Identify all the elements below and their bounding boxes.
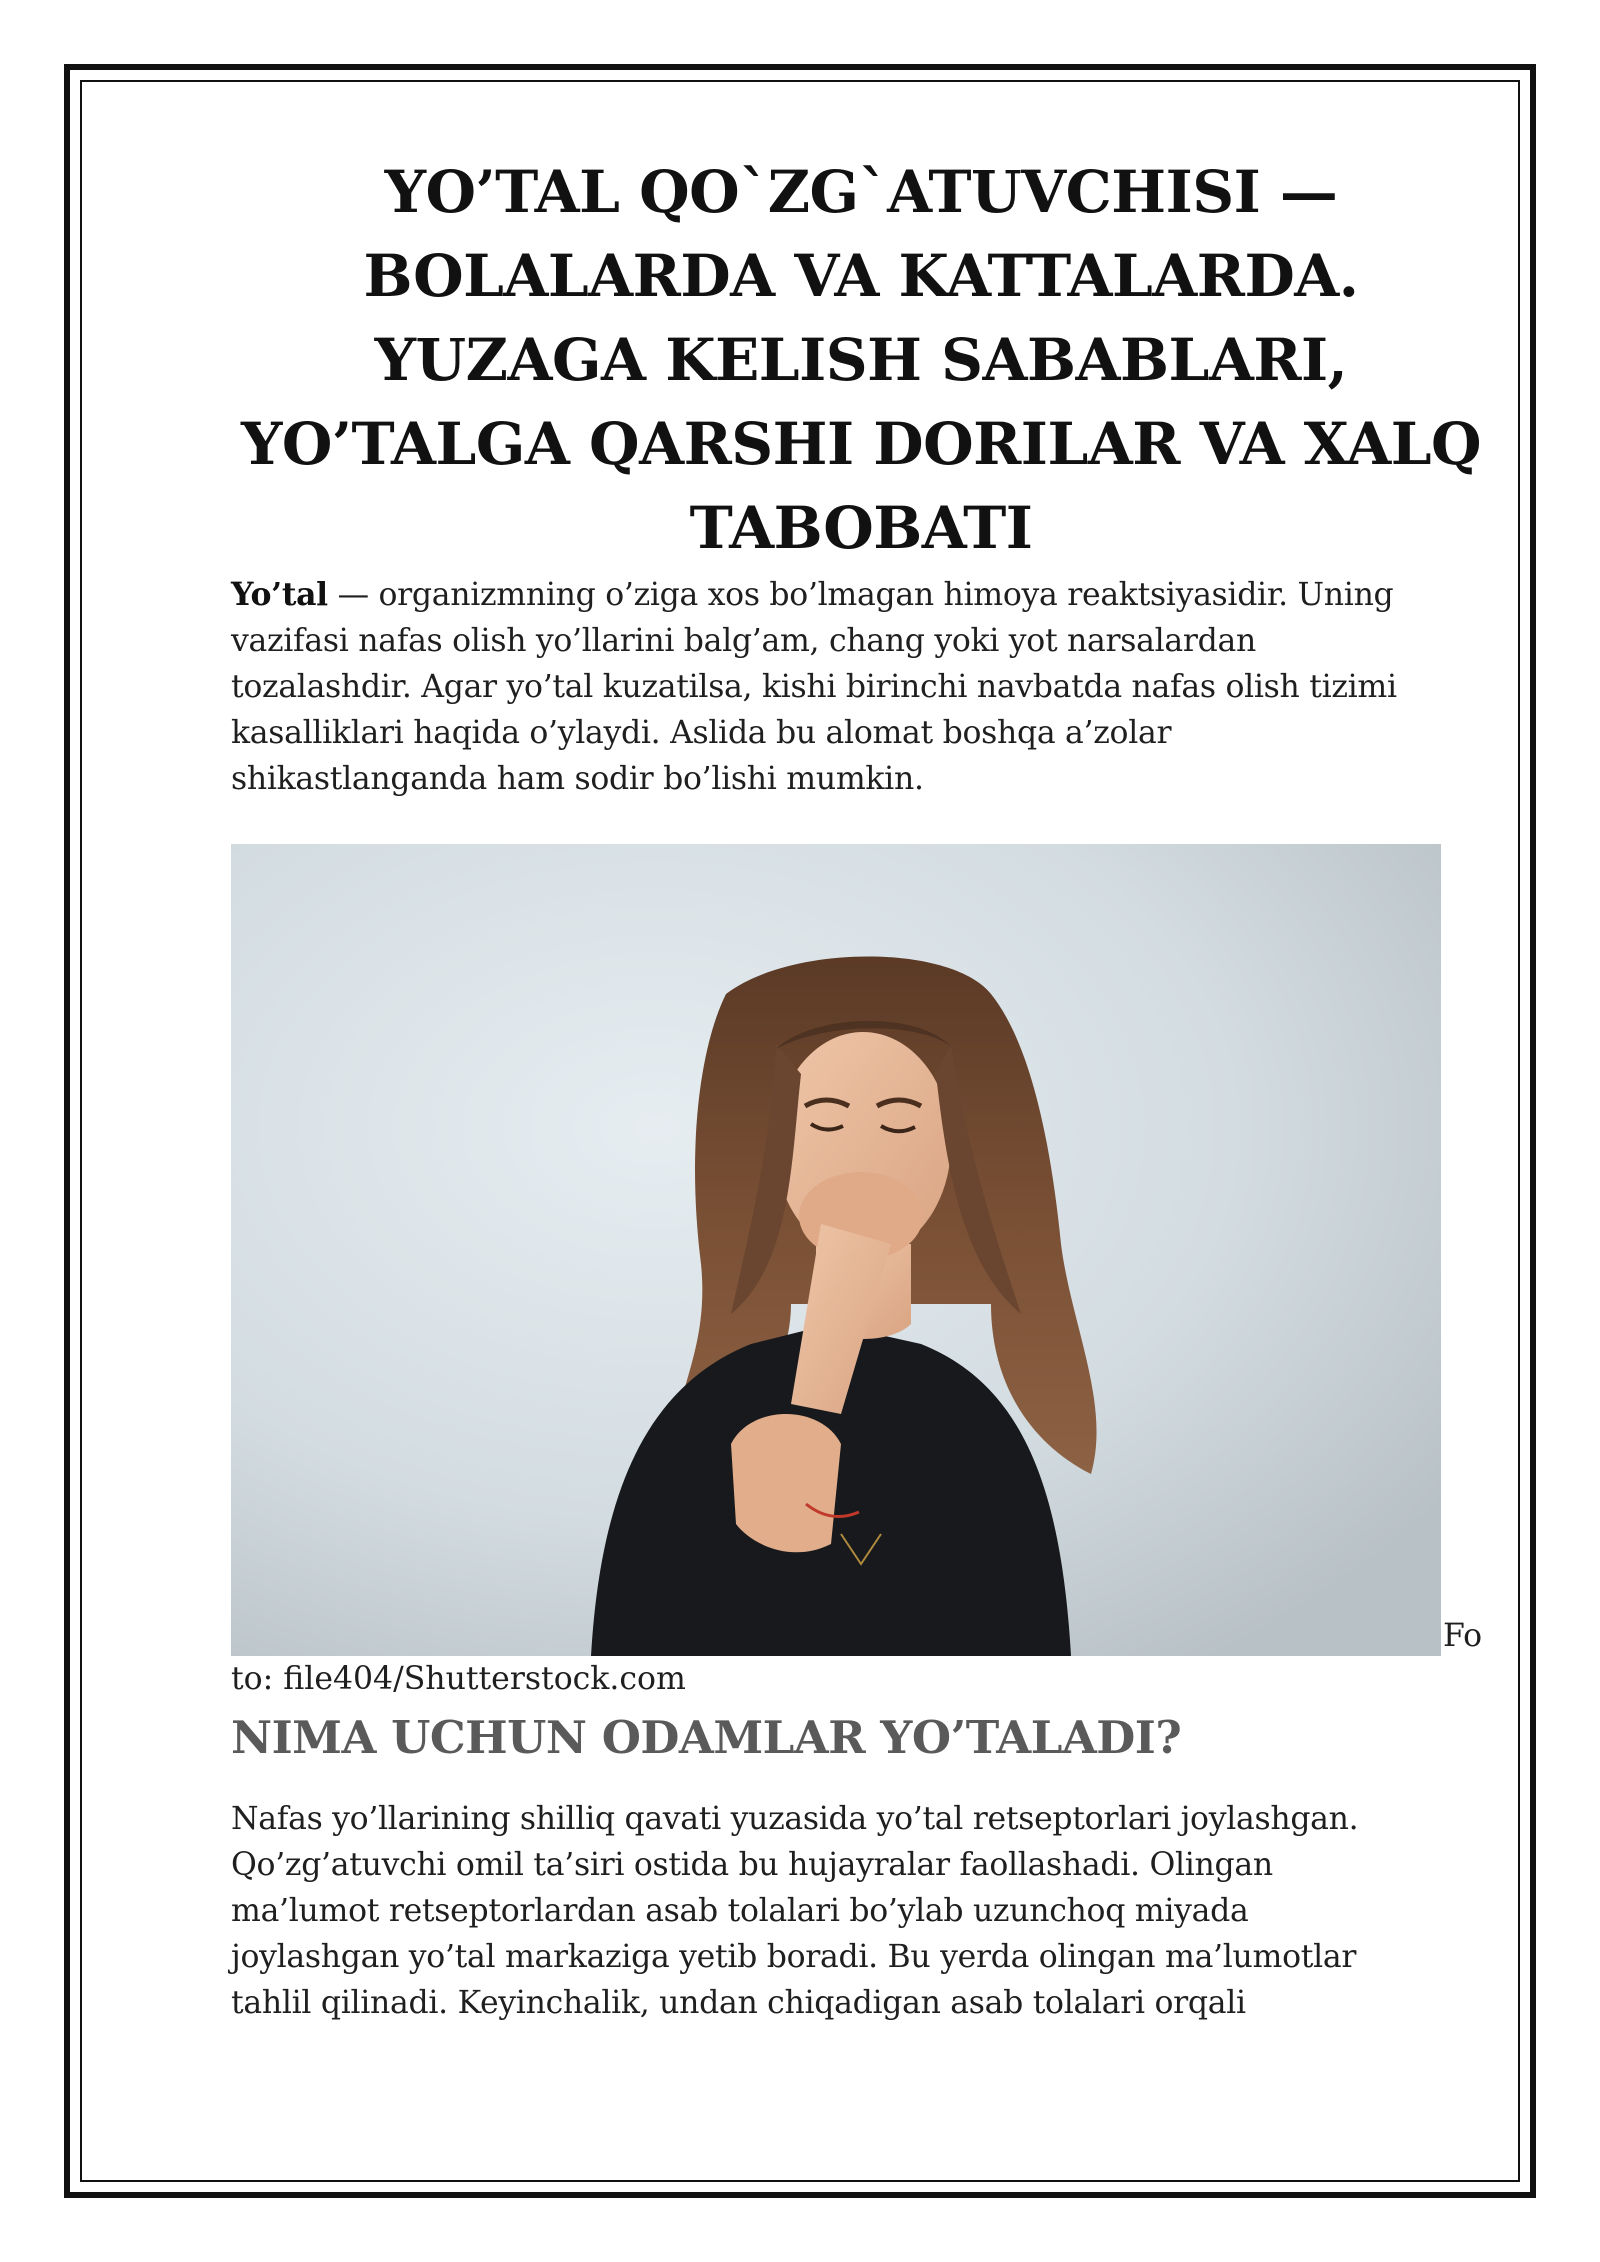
title-line: YO’TAL QO`ZG`ATUVCHISI — <box>384 158 1338 226</box>
section-line: joylashgan yo’tal markaziga yetib boradi. Bu yerda olingan ma’lumotlar <box>231 1939 1357 1975</box>
section-heading: NIMA UCHUN ODAMLAR YO’TALADI? <box>231 1711 1182 1764</box>
intro-line: shikastlanganda ham sodir bo’lishi mumkin. <box>231 761 924 797</box>
intro-line1-rest: — organizmning o’ziga xos bo’lmagan himoya reaktsiyasidir. Uning <box>327 577 1394 613</box>
intro-line <box>231 572 1491 618</box>
lead-term: Yo’tal <box>231 576 328 613</box>
photo-block <box>231 844 1491 1656</box>
intro-line: kasalliklari haqida o’ylaydi. Aslida bu alomat boshqa a’zolar <box>231 715 1172 751</box>
title-line: YO’TALGA QARSHI DORILAR VA XALQ <box>240 410 1482 478</box>
title-line: TABOBATI <box>689 494 1033 562</box>
section-line: Nafas yo’llarining shilliq qavati yuzasida yo’tal retseptorlari joylashgan. <box>231 1801 1359 1837</box>
section-line: Qo’zg’atuvchi omil ta’siri ostida bu hujayralar faollashadi. Olingan <box>231 1847 1273 1883</box>
title-line: BOLALARDA VA KATTALARDA. <box>363 242 1359 310</box>
intro-paragraph <box>231 572 1491 802</box>
intro-line: vazifasi nafas olish yo’llarini balg’am, chang yoki yot narsalardan <box>231 623 1256 659</box>
article-title <box>231 150 1491 570</box>
section-paragraph <box>231 1796 1491 2026</box>
photo-credit: to: file404/Shutterstock.com <box>231 1661 686 1697</box>
title-line: YUZAGA KELISH SABABLARI, <box>374 326 1348 394</box>
coughing-woman-photo <box>231 844 1441 1656</box>
article <box>231 150 1491 2026</box>
photo-credit-tail: Fo <box>1443 1618 1483 1654</box>
photo-illustration <box>231 844 1441 1656</box>
section-line: ma’lumot retseptorlardan asab tolalari bo’ylab uzunchoq miyada <box>231 1893 1249 1929</box>
section-line: tahlil qilinadi. Keyinchalik, undan chiqadigan asab tolalari orqali <box>231 1985 1246 2021</box>
intro-line: tozalashdir. Agar yo’tal kuzatilsa, kishi birinchi navbatda nafas olish tizimi <box>231 669 1397 705</box>
